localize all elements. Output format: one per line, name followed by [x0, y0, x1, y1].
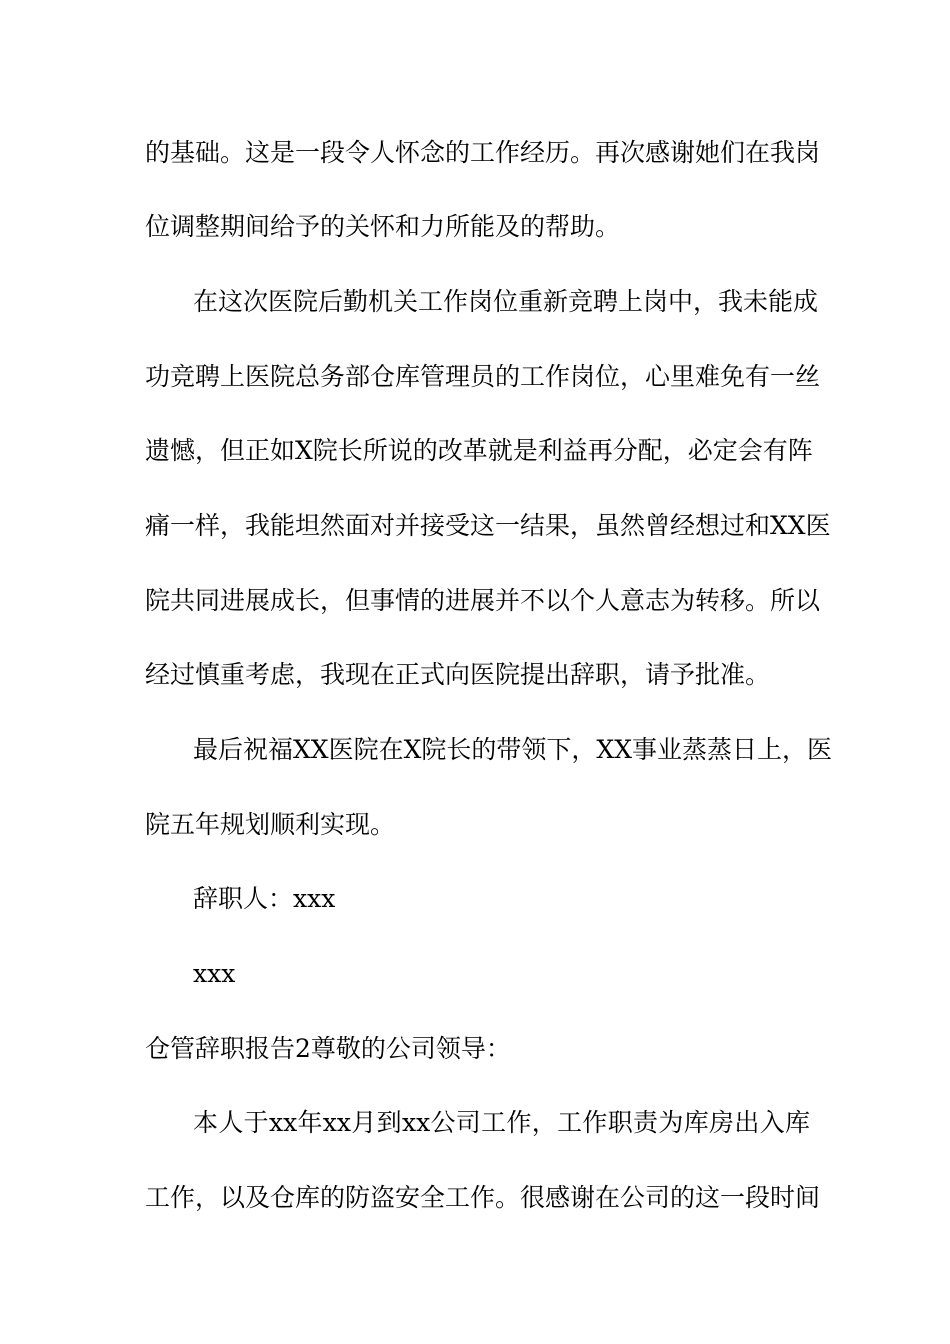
paragraph-line: 在这次医院后勤机关工作岗位重新竞聘上岗中，我未能成 [193, 287, 819, 316]
paragraph-line: 位调整期间给予的关怀和力所能及的帮助。 [145, 212, 621, 241]
paragraph-line: 功竞聘上医院总务部仓库管理员的工作岗位，心里难免有一丝 [145, 362, 821, 391]
paragraph-line: 工作，以及仓库的防盗安全工作。很感谢在公司的这一段时间 [145, 1183, 821, 1212]
paragraph-line: 的基础。这是一段令人怀念的工作经历。再次感谢她们在我岗 [145, 138, 821, 167]
paragraph-line: 最后祝福XX医院在X院长的带领下，XX事业蒸蒸日上，医 [193, 735, 832, 764]
paragraph-line: 院共同进展成长，但事情的进展并不以个人意志为转移。所以 [145, 586, 821, 615]
paragraph-line: 本人于xx年xx月到xx公司工作，工作职责为库房出入库 [193, 1108, 810, 1137]
paragraph-line: 遗憾，但正如X院长所说的改革就是利益再分配，必定会有阵 [145, 436, 813, 465]
signature-line: 辞职人：xxx [193, 884, 336, 913]
paragraph-line: 经过慎重考虑，我现在正式向医院提出辞职，请予批准。 [145, 660, 771, 689]
paragraph-line: 院五年规划顺利实现。 [145, 810, 396, 839]
signature-line: xxx [193, 959, 236, 988]
paragraph-line: 痛一样，我能坦然面对并接受这一结果，虽然曾经想过和XX医 [145, 511, 831, 540]
section-heading: 仓管辞职报告2尊敬的公司领导： [145, 1034, 511, 1063]
